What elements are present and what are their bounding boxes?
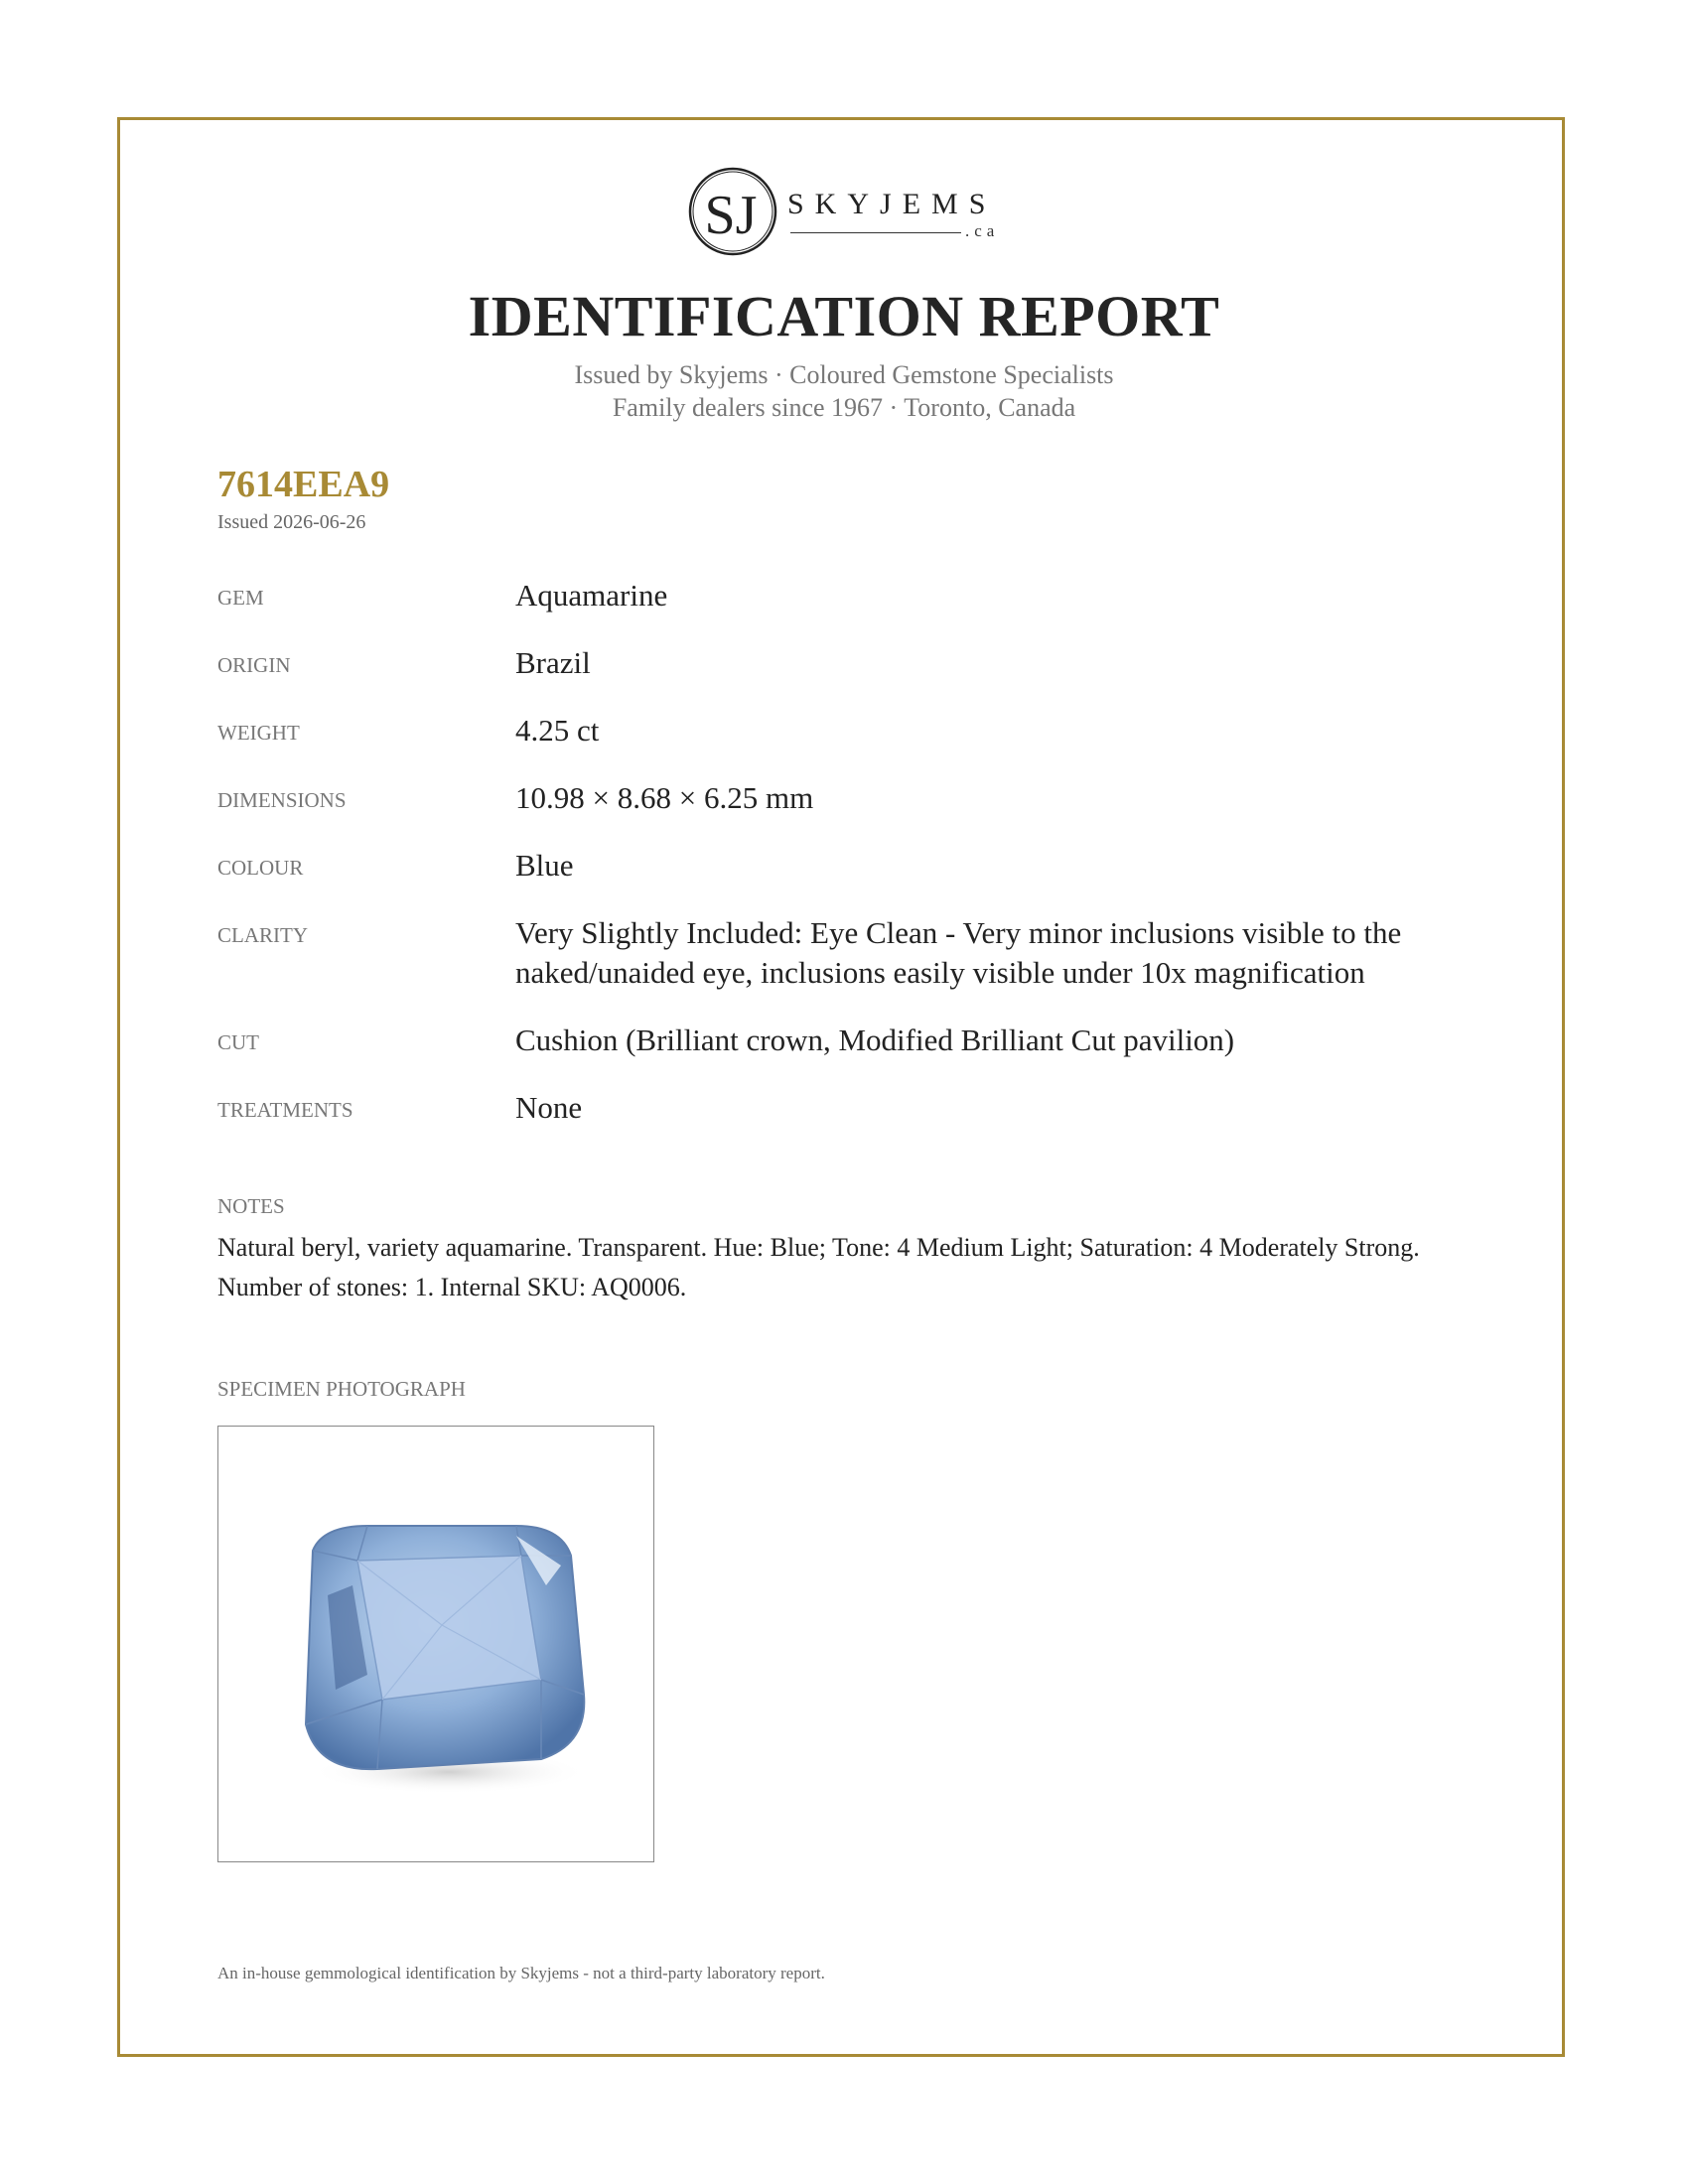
specimen-photograph (217, 1426, 654, 1862)
field-value-weight: 4.25 ct (515, 713, 600, 748)
logo-tld: .ca (965, 221, 1000, 240)
field-value-colour: Blue (515, 848, 574, 883)
field-label-gem: GEM (217, 586, 264, 610)
subtitle-line-2: Family dealers since 1967 · Toronto, Canada (612, 393, 1076, 422)
svg-text:SJ: SJ (704, 185, 758, 246)
skyjems-logo (685, 162, 1013, 261)
field-label-cut: CUT (217, 1030, 259, 1054)
field-value-clarity: Very Slightly Included: Eye Clean - Very minor inclusions visible to the naked/unaided eye, inclusions easily visible under 10x magnification (515, 915, 1402, 990)
field-value-treatments: None (515, 1090, 583, 1125)
field-label-clarity: CLARITY (217, 923, 308, 947)
field-label-colour: COLOUR (217, 856, 304, 880)
field-value-cut: Cushion (Brilliant crown, Modified Brilliant Cut pavilion) (515, 1023, 1235, 1057)
logo-wordmark: SKYJEMS (787, 188, 997, 220)
logo-rule (790, 232, 961, 233)
field-label-dimensions: DIMENSIONS (217, 788, 347, 812)
field-label-origin: ORIGIN (217, 653, 291, 677)
photo-label: SPECIMEN PHOTOGRAPH (217, 1377, 466, 1401)
footer-disclaimer: An in-house gemmological identification by Skyjems - not a third-party laboratory report. (217, 1964, 825, 1982)
page-title: IDENTIFICATION REPORT (468, 284, 1220, 348)
cushion-gemstone-icon (218, 1427, 653, 1861)
notes-label: NOTES (217, 1194, 285, 1218)
report-id: 7614EEA9 (217, 464, 390, 505)
field-value-dimensions: 10.98 × 8.68 × 6.25 mm (515, 780, 814, 815)
field-value-gem: Aquamarine (515, 578, 668, 613)
field-value-origin: Brazil (515, 645, 591, 680)
notes-text: Natural beryl, variety aquamarine. Transparent. Hue: Blue; Tone: 4 Medium Light; Saturation: 4 Moderately Strong. Number of stones: 1. Internal SKU: AQ0006. (217, 1233, 1420, 1301)
subtitle-line-1: Issued by Skyjems · Coloured Gemstone Specialists (574, 360, 1114, 389)
sj-monogram-icon (685, 162, 780, 261)
issue-date: Issued 2026-06-26 (217, 511, 366, 533)
field-label-treatments: TREATMENTS (217, 1098, 353, 1122)
field-label-weight: WEIGHT (217, 721, 300, 745)
